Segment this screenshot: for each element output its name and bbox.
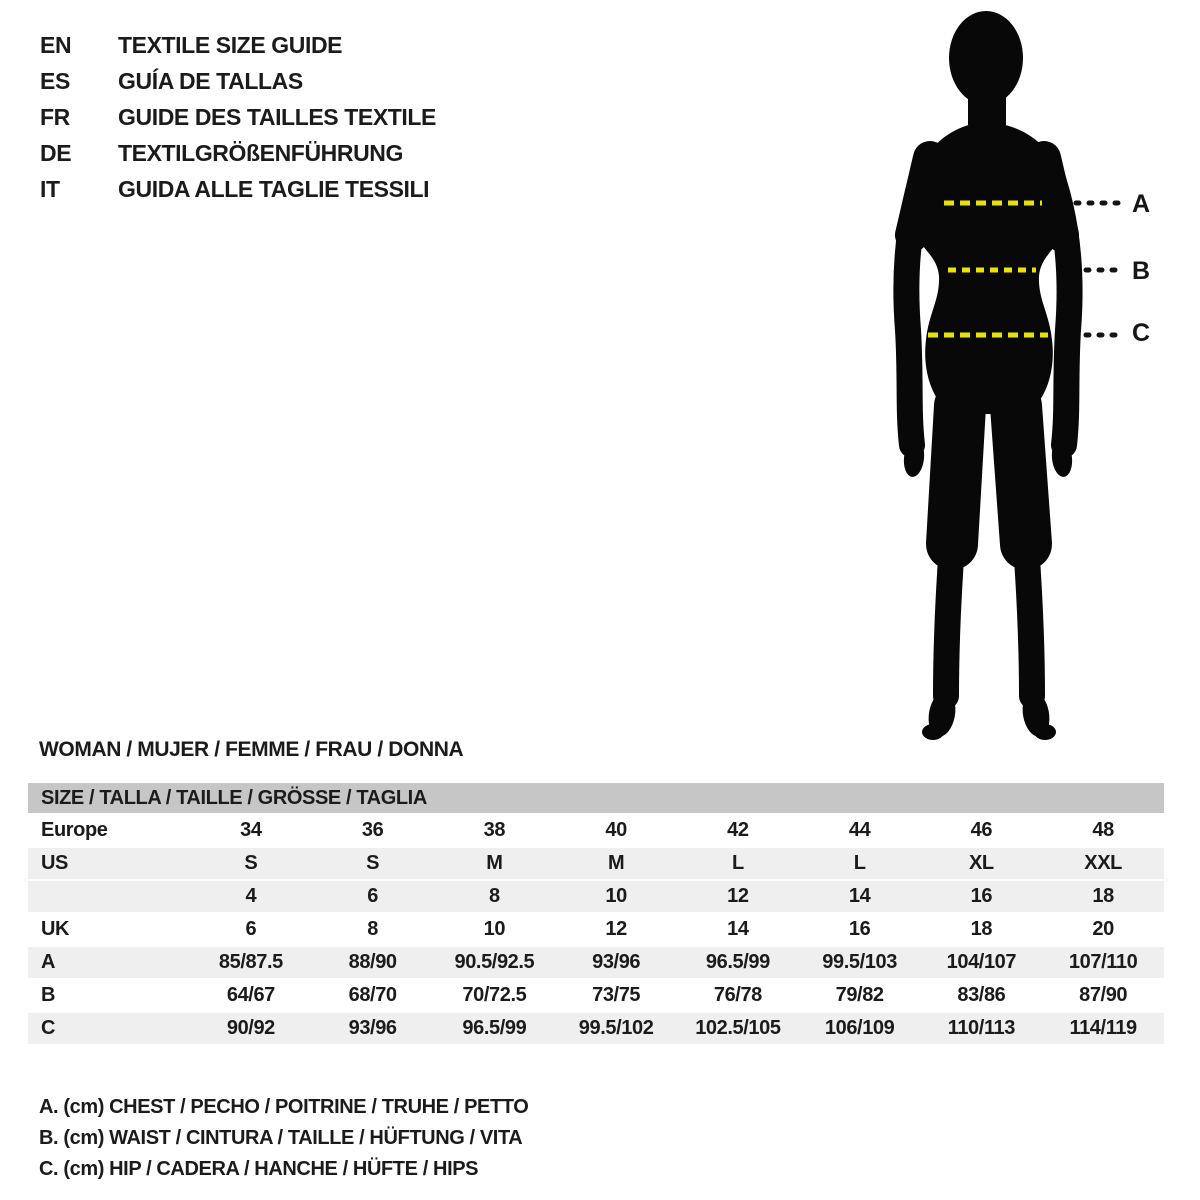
size-cell: 104/107	[946, 951, 1017, 973]
language-code: FR	[40, 104, 70, 130]
size-cell: 73/75	[592, 984, 641, 1006]
row-label: US	[41, 852, 68, 874]
size-cell: 6	[367, 885, 378, 907]
size-cell: 42	[727, 819, 749, 841]
size-cell: 93/96	[348, 1017, 397, 1039]
size-cell: 16	[848, 918, 871, 940]
size-cell: 99.5/102	[578, 1017, 654, 1039]
size-cell: 10	[605, 885, 627, 907]
silhouette-right-thigh	[1016, 406, 1026, 544]
size-cell: 36	[361, 819, 384, 841]
size-cell: 6	[245, 918, 257, 940]
size-cell: 40	[605, 819, 627, 841]
size-cell: 8	[367, 918, 378, 940]
silhouette-neck	[968, 70, 1006, 125]
size-cell: 114/119	[1069, 1017, 1137, 1039]
language-code: IT	[40, 176, 60, 202]
size-cell: 14	[848, 885, 871, 907]
size-cell: 102.5/105	[695, 1017, 781, 1039]
row-label: UK	[41, 918, 70, 940]
woman-silhouette-figure	[880, 0, 1200, 760]
row-label: A	[41, 951, 56, 973]
legend-line: A. (cm) CHEST / PECHO / POITRINE / TRUHE / PETTO	[39, 1096, 529, 1118]
marker-label-c: C	[1131, 319, 1151, 347]
row-label: Europe	[41, 819, 108, 841]
table-row	[28, 947, 1164, 978]
size-cell: 88/90	[348, 951, 397, 973]
marker-label-a: A	[1131, 190, 1151, 218]
size-cell: 4	[245, 885, 257, 907]
table-row	[28, 815, 1164, 846]
size-cell: 10	[483, 918, 506, 940]
size-cell: 12	[605, 918, 627, 940]
size-cell: 70/72.5	[462, 984, 527, 1006]
language-title: GUIDE DES TAILLES TEXTILE	[118, 104, 436, 130]
silhouette-left-shin	[946, 544, 952, 696]
size-cell: 34	[240, 819, 262, 841]
language-code: ES	[40, 68, 70, 94]
size-cell: 110/113	[947, 1017, 1016, 1039]
language-row	[40, 135, 436, 171]
size-cell: 99.5/103	[822, 951, 897, 973]
language-title-list	[40, 27, 436, 207]
table-row	[28, 914, 1164, 945]
size-cell: 85/87.5	[218, 951, 283, 973]
size-cell: 93/96	[592, 951, 641, 973]
table-header	[28, 783, 1164, 813]
size-cell: 68/70	[348, 984, 397, 1006]
table-row	[28, 848, 1164, 879]
language-row	[40, 99, 436, 135]
size-cell: 44	[848, 819, 871, 841]
size-cell: 38	[483, 819, 506, 841]
size-table-body	[28, 815, 1164, 1044]
size-cell: 20	[1092, 918, 1114, 940]
language-code: EN	[40, 32, 72, 58]
silhouette-extremities	[902, 438, 1074, 740]
size-cell: 12	[727, 885, 749, 907]
size-cell: 96.5/99	[705, 951, 770, 973]
silhouette-left-toe	[922, 724, 944, 740]
legend-line: B. (cm) WAIST / CINTURA / TAILLE / HÜFTUNG / VITA	[39, 1127, 523, 1149]
size-cell: 87/90	[1079, 984, 1128, 1006]
language-title: TEXTILGRÖßENFÜHRUNG	[118, 140, 403, 166]
size-cell: 48	[1092, 819, 1114, 841]
language-row	[40, 63, 436, 99]
size-cell: 46	[970, 819, 993, 841]
size-cell: 18	[970, 918, 993, 940]
gender-title: WOMAN / MUJER / FEMME / FRAU / DONNA	[39, 738, 464, 761]
size-cell: 76/78	[713, 984, 762, 1006]
language-code: DE	[40, 140, 72, 166]
table-row	[28, 980, 1164, 1011]
measurement-legend	[39, 1092, 528, 1185]
silhouette-right-upper-arm	[1044, 158, 1062, 235]
size-table	[28, 783, 1164, 1044]
size-cell: XXL	[1084, 852, 1122, 874]
size-cell: 8	[489, 885, 500, 907]
size-cell: XL	[968, 852, 994, 874]
silhouette-right-shin	[1026, 544, 1032, 696]
size-cell: 64/67	[226, 984, 275, 1006]
size-cell: 14	[727, 918, 749, 940]
silhouette-left-upper-arm	[912, 158, 930, 235]
size-cell: 16	[970, 885, 993, 907]
size-cell: 90.5/92.5	[454, 951, 535, 973]
size-cell: 107/110	[1068, 951, 1138, 973]
table-row	[28, 1013, 1164, 1044]
language-row	[40, 27, 436, 63]
silhouette-left-thigh	[952, 406, 960, 544]
language-title: GUÍA DE TALLAS	[118, 68, 303, 94]
size-cell: 106/109	[824, 1017, 895, 1039]
size-cell: 96.5/99	[462, 1017, 527, 1039]
size-cell: 18	[1092, 885, 1114, 907]
size-cell: L	[731, 852, 744, 874]
language-title: TEXTILE SIZE GUIDE	[118, 32, 343, 58]
size-cell: S	[244, 852, 258, 874]
row-label: B	[41, 984, 56, 1006]
table-header-label: SIZE / TALLA / TAILLE / GRÖSSE / TAGLIA	[41, 786, 427, 809]
size-cell: L	[853, 852, 866, 874]
marker-label-b: B	[1131, 257, 1151, 285]
size-cell: 83/86	[957, 984, 1006, 1006]
silhouette-right-toe	[1034, 724, 1056, 740]
leader-dots	[1076, 203, 1118, 335]
size-cell: 79/82	[835, 984, 884, 1006]
row-label: C	[41, 1017, 56, 1039]
legend-line: C. (cm) HIP / CADERA / HANCHE / HÜFTE / HIPS	[39, 1158, 479, 1180]
size-cell: M	[486, 852, 503, 874]
size-cell: S	[366, 852, 380, 874]
size-cell: M	[607, 852, 625, 874]
size-cell: 90/92	[226, 1017, 275, 1039]
language-title: GUIDA ALLE TAGLIE TESSILI	[118, 176, 430, 202]
table-row	[28, 881, 1164, 912]
language-row	[40, 171, 436, 207]
